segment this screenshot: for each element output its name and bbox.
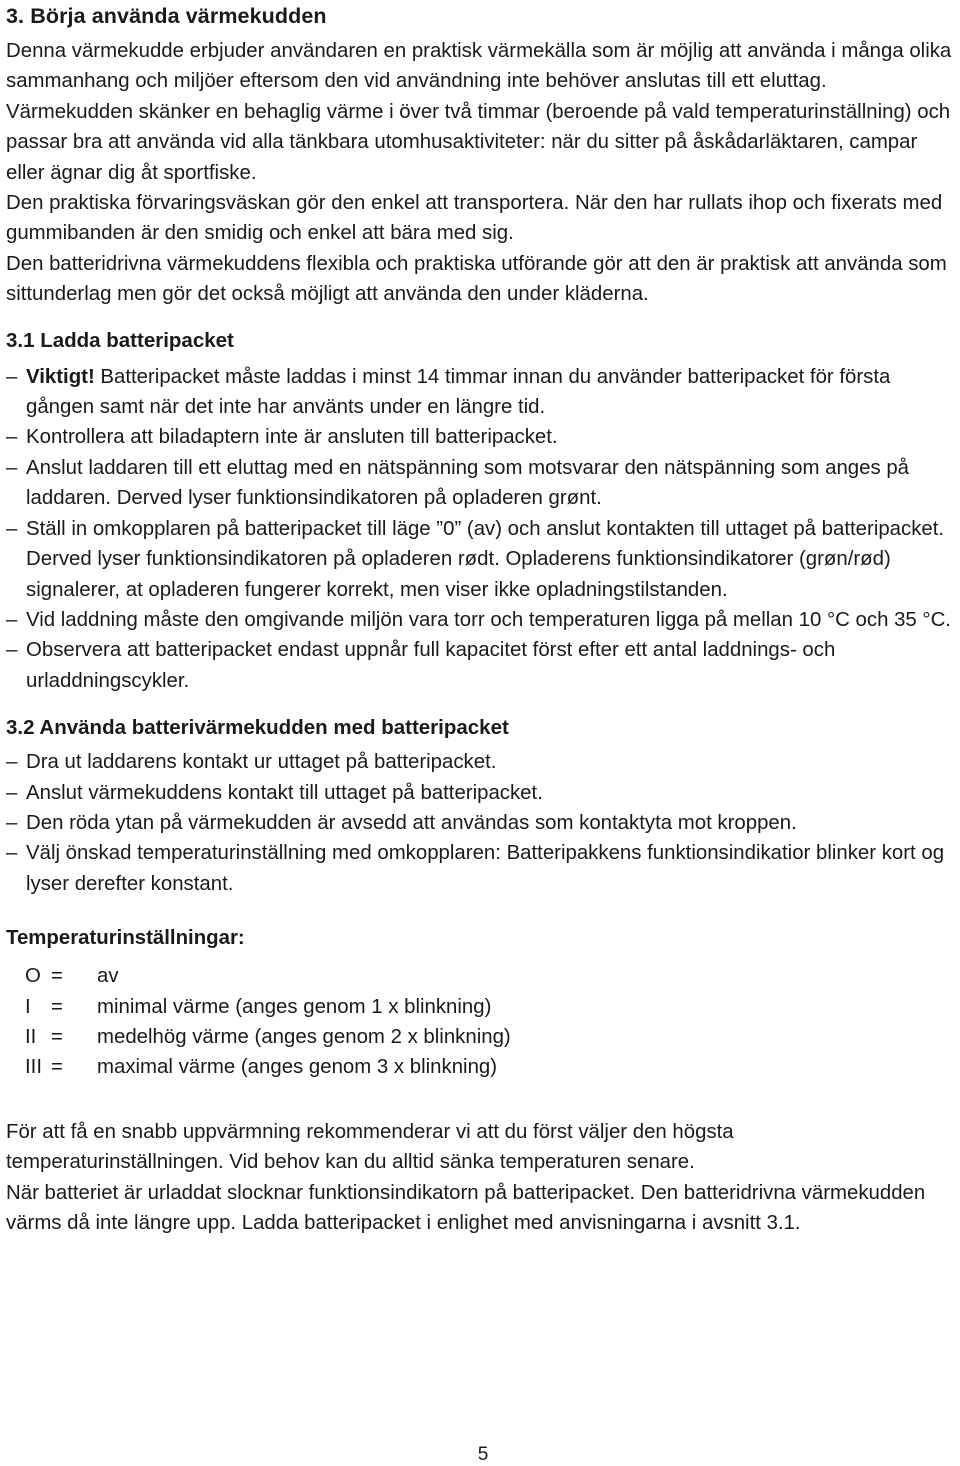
usage-instructions-list <box>6 747 954 899</box>
setting-symbol: O <box>25 965 41 988</box>
list-dash: – <box>6 751 18 774</box>
closing-paragraph: När batteriet är urladdat slocknar funktionsindikatorn på batteripacket. Den batteridrivna värmekudden värms då inte längre upp. Ladda batteripacket i enlighet med anvisningarna i avsnitt 3.1. <box>6 1181 926 1234</box>
list-item <box>6 635 954 696</box>
list-item-text: Batteripacket måste laddas i minst 14 timmar innan du använder batteripacket för första gången samt när det inte har använts under en längre tid. <box>26 365 891 419</box>
setting-symbol: II <box>25 1025 37 1048</box>
intro-paragraph: Den praktiska förvaringsväskan gör den enkel att transportera. När den har rullats ihop och fixerats med gummibanden är den smidig och enkel att bära med sig. <box>6 192 943 245</box>
list-item-text: Dra ut laddarens kontakt ur uttaget på batteripacket. <box>26 751 497 774</box>
subsection-title-usage: 3.2 Använda batterivärmekudden med batteripacket <box>6 716 509 740</box>
list-item <box>6 808 954 838</box>
important-label: Viktigt! <box>26 365 95 388</box>
list-item <box>6 747 954 777</box>
intro-paragraph: Den batteridrivna värmekuddens flexibla och praktiska utförande gör att den är praktisk att använda som sittunderlag men gör det också möjligt att använda den under kläderna. <box>6 252 947 306</box>
equals-sign: = <box>51 1025 63 1048</box>
list-item-text: Vid laddning måste den omgivande miljön vara torr och temperaturen ligga på mellan 10 °C och 35 °C. <box>26 608 951 631</box>
closing-text <box>6 1117 954 1239</box>
setting-description: medelhög värme (anges genom 2 x blinkning) <box>97 1025 511 1048</box>
list-dash: – <box>6 426 18 449</box>
list-item-text: Anslut värmekuddens kontakt till uttaget på batteripacket. <box>26 781 543 804</box>
closing-paragraph: För att få en snabb uppvärmning rekommenderar vi att du först väljer den högsta temperaturinställningen. Vid behov kan du alltid sänka temperaturen senare. <box>6 1120 734 1174</box>
equals-sign: = <box>51 965 63 988</box>
setting-description: minimal värme (anges genom 1 x blinkning) <box>97 995 492 1018</box>
list-dash: – <box>6 781 18 804</box>
list-item-text: Anslut laddaren till ett eluttag med en nätspänning som motsvarar den nätspänning som anges på laddaren. Derved lyser funktionsindikatoren på opladeren grønt. <box>26 456 910 510</box>
intro-paragraph: Denna värmekudde erbjuder användaren en praktisk värmekälla som är möjlig att använda i många olika sammanhang och miljöer eftersom den vid användning inte behöver anslutas till ett eluttag. Värmekudden skänker en behaglig värme i över två timmar (beroende på vald temperaturinställning) och passar bra att använda vid alla tänkbara utomhusaktiviteter: när du sitter på åskådarläktaren, campar eller ägnar dig åt sportfiske. <box>6 40 952 184</box>
list-item <box>6 362 954 423</box>
list-item-text: Ställ in omkopplaren på batteripacket till läge ”0” (av) och anslut kontakten till uttaget på batteripacket. Derved lyser funktionsindikatoren på opladeren rødt. Opladerens funktionsindikatorer (grøn/rød) signalerer, at opladeren fungerer korrekt, men viser ikke opladningstilstanden. <box>26 517 945 601</box>
table-row <box>25 1022 511 1052</box>
list-dash: – <box>6 365 18 388</box>
list-dash: – <box>6 639 18 662</box>
list-dash: – <box>6 608 18 631</box>
list-dash: – <box>6 811 18 834</box>
list-item <box>6 453 954 514</box>
list-dash: – <box>6 517 18 540</box>
list-dash: – <box>6 456 18 479</box>
list-item <box>6 514 954 605</box>
setting-symbol: III <box>25 1056 42 1079</box>
list-item <box>6 605 954 635</box>
manual-page <box>6 0 954 1238</box>
page-number: 5 <box>477 1444 489 1465</box>
list-item <box>6 778 954 808</box>
setting-symbol: I <box>25 995 31 1018</box>
setting-description: maximal värme (anges genom 3 x blinkning) <box>97 1056 498 1079</box>
list-item-text: Kontrollera att biladaptern inte är ansluten till batteripacket. <box>26 426 558 449</box>
temperature-settings-table <box>25 961 511 1083</box>
charging-instructions-list <box>6 362 954 696</box>
equals-sign: = <box>51 995 63 1018</box>
list-item-text: Välj önskad temperaturinställning med omkopplaren: Batteripakkens funktionsindikatior blinker kort og lyser derefter konstant. <box>26 842 945 895</box>
list-item-text: Den röda ytan på värmekudden är avsedd att användas som kontaktyta mot kroppen. <box>26 811 797 834</box>
temperature-settings-heading: Temperaturinställningar: <box>6 927 245 950</box>
setting-description: av <box>97 965 119 988</box>
equals-sign: = <box>51 1056 63 1079</box>
table-row <box>25 961 511 991</box>
list-dash: – <box>6 842 18 865</box>
list-item <box>6 422 954 452</box>
table-row <box>25 1052 511 1082</box>
list-item-text: Observera att batteripacket endast uppnår full kapacitet först efter ett antal laddnings- och urladdningscykler. <box>26 639 836 692</box>
intro-text <box>6 36 954 310</box>
subsection-title-charging: 3.1 Ladda batteripacket <box>6 328 234 352</box>
list-item <box>6 838 954 899</box>
section-title: 3. Börja använda värmekudden <box>6 4 327 28</box>
table-row <box>25 992 511 1022</box>
